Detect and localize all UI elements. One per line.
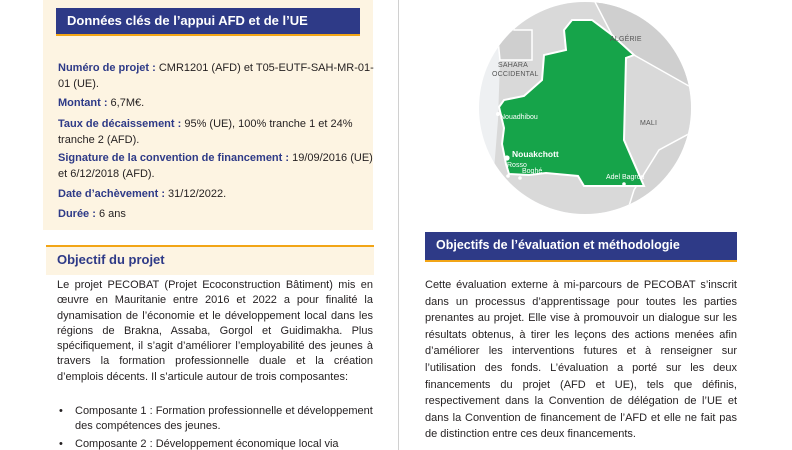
mauritania-map	[474, 0, 696, 222]
bogue-dot	[518, 176, 522, 180]
city-label-nouadhibou: Nouadhibou	[500, 114, 538, 121]
completion-label: Date d’achèvement :	[58, 188, 165, 200]
city-label-adel-bagrou: Adel Bagrou	[606, 174, 645, 181]
adel-bagrou-dot	[622, 182, 626, 186]
disbursement-row	[58, 116, 374, 148]
completion-value: 31/12/2022.	[164, 188, 227, 200]
evaluation-body: Cette évaluation externe à mi-parcours de PECOBAT s’inscrit dans un processus d’apprentissage pour toutes les parties prenantes au projet. Elle vise à promouvoir un dialogue sur les résultats obtenus, à tirer les leçons des actions menées afin d’améliorer les interventions futures et à renseigner sur l’utilisation des fonds. L’évaluation a porté sur les deux financements du projet (AFD et UE), tels que définis, respectivement dans la Convention de délégation de l’UE et dans la Convention de financement de l’AFD et elle ne fait pas de distinction entre ces deux financements.	[425, 279, 737, 441]
disbursement-value: 95% (UE), 100% tranche 1 et 24% tranche 2 (AFD).	[58, 118, 353, 146]
component-1-text: Composante 1 : Formation professionnelle et développement des compétences des jeunes.	[75, 405, 373, 432]
left-column	[0, 0, 372, 450]
map-label-mali: MALI	[640, 120, 658, 127]
amount-row	[58, 95, 374, 111]
component-list	[57, 404, 373, 450]
city-label-bogue: Boghé	[522, 168, 543, 175]
project-number-value: CMR1201 (AFD) et T05-EUTF-SAH-MR-01-01 (UE).	[58, 62, 374, 90]
duration-value: 6 ans	[95, 208, 126, 220]
signature-row	[58, 150, 374, 182]
bullet-icon: •	[59, 405, 63, 417]
project-number-row	[58, 60, 374, 92]
amount-value: 6,7M€.	[107, 97, 145, 109]
column-divider	[398, 0, 399, 450]
map-label-algeria: ALGÉRIE	[610, 36, 642, 43]
objective-body: Le projet PECOBAT (Projet Ecoconstruction Bâtiment) mis en œuvre en Mauritanie entre 2016 et 2022 a pour finalité la dynamisation de l’économie et le développement local dans les régions de Brakna, Assaba, Gorgol et Guidimakha. Plus spécifiquement, il s’agit d’améliorer l’employabilité des jeunes à travers la formation professionnelle duale et la création d’emplois décents. Il s’articule autour de trois composantes:	[57, 279, 373, 383]
disbursement-label: Taux de décaissement :	[58, 118, 182, 130]
signature-label: Signature de la convention de financement :	[58, 152, 290, 164]
bullet-icon: •	[59, 438, 63, 450]
list-item	[57, 404, 373, 434]
city-label-nouakchott: Nouakchott	[512, 149, 559, 159]
map-label-western-sahara-2: OCCIDENTAL	[492, 71, 539, 78]
rosso-dot	[506, 174, 510, 178]
key-data-title: Données clés de l’appui AFD et de l’UE	[67, 13, 308, 28]
objective-title: Objectif du projet	[57, 252, 165, 267]
evaluation-title: Objectifs de l’évaluation et méthodologie	[436, 238, 680, 252]
project-number-label: Numéro de projet :	[58, 62, 156, 74]
signature-value: 19/09/2016 (UE) et 6/12/2018 (AFD).	[58, 152, 373, 180]
list-item	[57, 437, 373, 450]
duration-row	[58, 206, 374, 222]
amount-label: Montant :	[58, 97, 108, 109]
city-label-rosso: Rosso	[507, 162, 527, 169]
duration-label: Durée :	[58, 208, 96, 220]
map-svg	[474, 0, 696, 222]
completion-row	[58, 186, 374, 202]
evaluation-header	[425, 232, 737, 262]
nouakchott-dot	[504, 155, 509, 160]
western-sahara-region	[496, 0, 532, 60]
objective-header	[46, 245, 374, 275]
map-label-western-sahara-1: SAHARA	[498, 62, 528, 69]
key-data-header	[56, 8, 360, 36]
component-2-text: Composante 2 : Développement économique local via	[75, 438, 339, 450]
